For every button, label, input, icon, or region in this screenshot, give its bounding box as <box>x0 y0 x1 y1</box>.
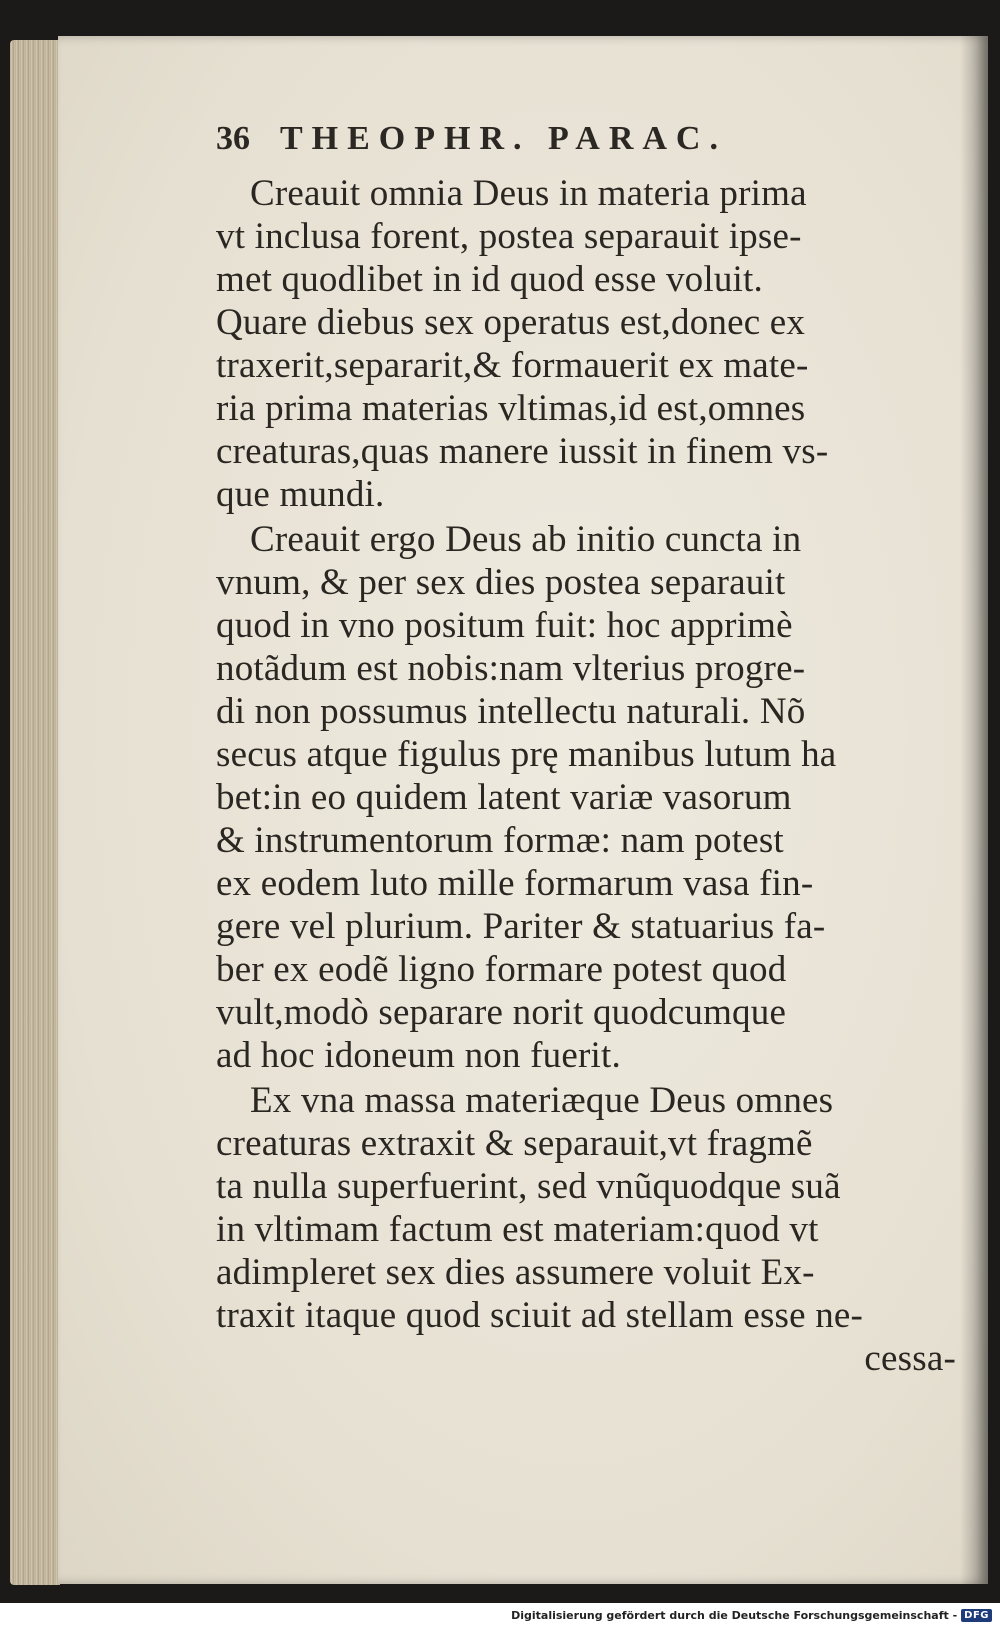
text-line: met quodlibet in id quod esse voluit. <box>216 259 763 300</box>
page-text-block <box>216 120 956 1380</box>
text-line: Quare diebus sex operatus est,donec ex <box>216 302 806 343</box>
text-line: adimpleret sex dies assumere voluit Ex- <box>216 1252 815 1293</box>
text-line: quod in vno positum fuit: hoc apprimè <box>216 605 793 646</box>
text-line: creaturas extraxit & separauit,vt fragmẽ <box>216 1123 813 1164</box>
paragraph-2 <box>216 518 956 1077</box>
book-fore-edge <box>10 40 60 1585</box>
text-line: ber ex eodẽ ligno formare potest quod <box>216 949 787 990</box>
text-line: notãdum est nobis:nam vlterius progre- <box>216 648 806 689</box>
text-line: secus atque figulus prę manibus lutum ha <box>216 734 837 775</box>
text-line: vt inclusa forent, postea separauit ipse- <box>216 216 802 257</box>
page-gutter-shadow <box>960 36 988 1584</box>
paragraph-1 <box>216 172 956 516</box>
text-line: Ex vna massa materiæque Deus omnes <box>250 1080 834 1121</box>
catchword: cessa- <box>864 1338 956 1379</box>
running-head-title: THEOPHR. PARAC. <box>280 120 727 157</box>
text-line: gere vel plurium. Pariter & statuarius fa- <box>216 906 826 947</box>
text-line: Creauit omnia Deus in materia prima <box>250 173 807 214</box>
text-line: traxerit,separarit,& formauerit ex mate- <box>216 345 809 386</box>
text-line: traxit itaque quod sciuit ad stellam esse ne- <box>216 1295 864 1336</box>
text-line: ad hoc idoneum non fuerit. <box>216 1035 621 1076</box>
text-line: ta nulla superfuerint, sed vnũquodque suã <box>216 1166 841 1207</box>
text-line: Creauit ergo Deus ab initio cuncta in <box>250 519 802 560</box>
text-line: vult,modò separare norit quodcumque <box>216 992 787 1033</box>
text-line: in vltimam factum est materiam:quod vt <box>216 1209 819 1250</box>
running-head <box>216 120 956 172</box>
text-line: creaturas,quas manere iussit in finem vs- <box>216 431 829 472</box>
text-line: & instrumentorum formæ: nam potest <box>216 820 784 861</box>
dfg-logo: DFG <box>961 1609 992 1622</box>
footer-credit-text: Digitalisierung gefördert durch die Deutsche Forschungsgemeinschaft - <box>511 1609 958 1622</box>
text-line: di non possumus intellectu naturali. Nõ <box>216 691 806 732</box>
text-line: ria prima materias vltimas,id est,omnes <box>216 388 806 429</box>
text-line: que mundi. <box>216 474 385 515</box>
text-line: bet:in eo quidem latent variæ vasorum <box>216 777 792 818</box>
footer-credit <box>0 1603 1000 1628</box>
paragraph-3 <box>216 1079 956 1337</box>
text-line: vnum, & per sex dies postea separauit <box>216 562 786 603</box>
page-number: 36 <box>216 120 250 157</box>
text-line: ex eodem luto mille formarum vasa fin- <box>216 863 814 904</box>
